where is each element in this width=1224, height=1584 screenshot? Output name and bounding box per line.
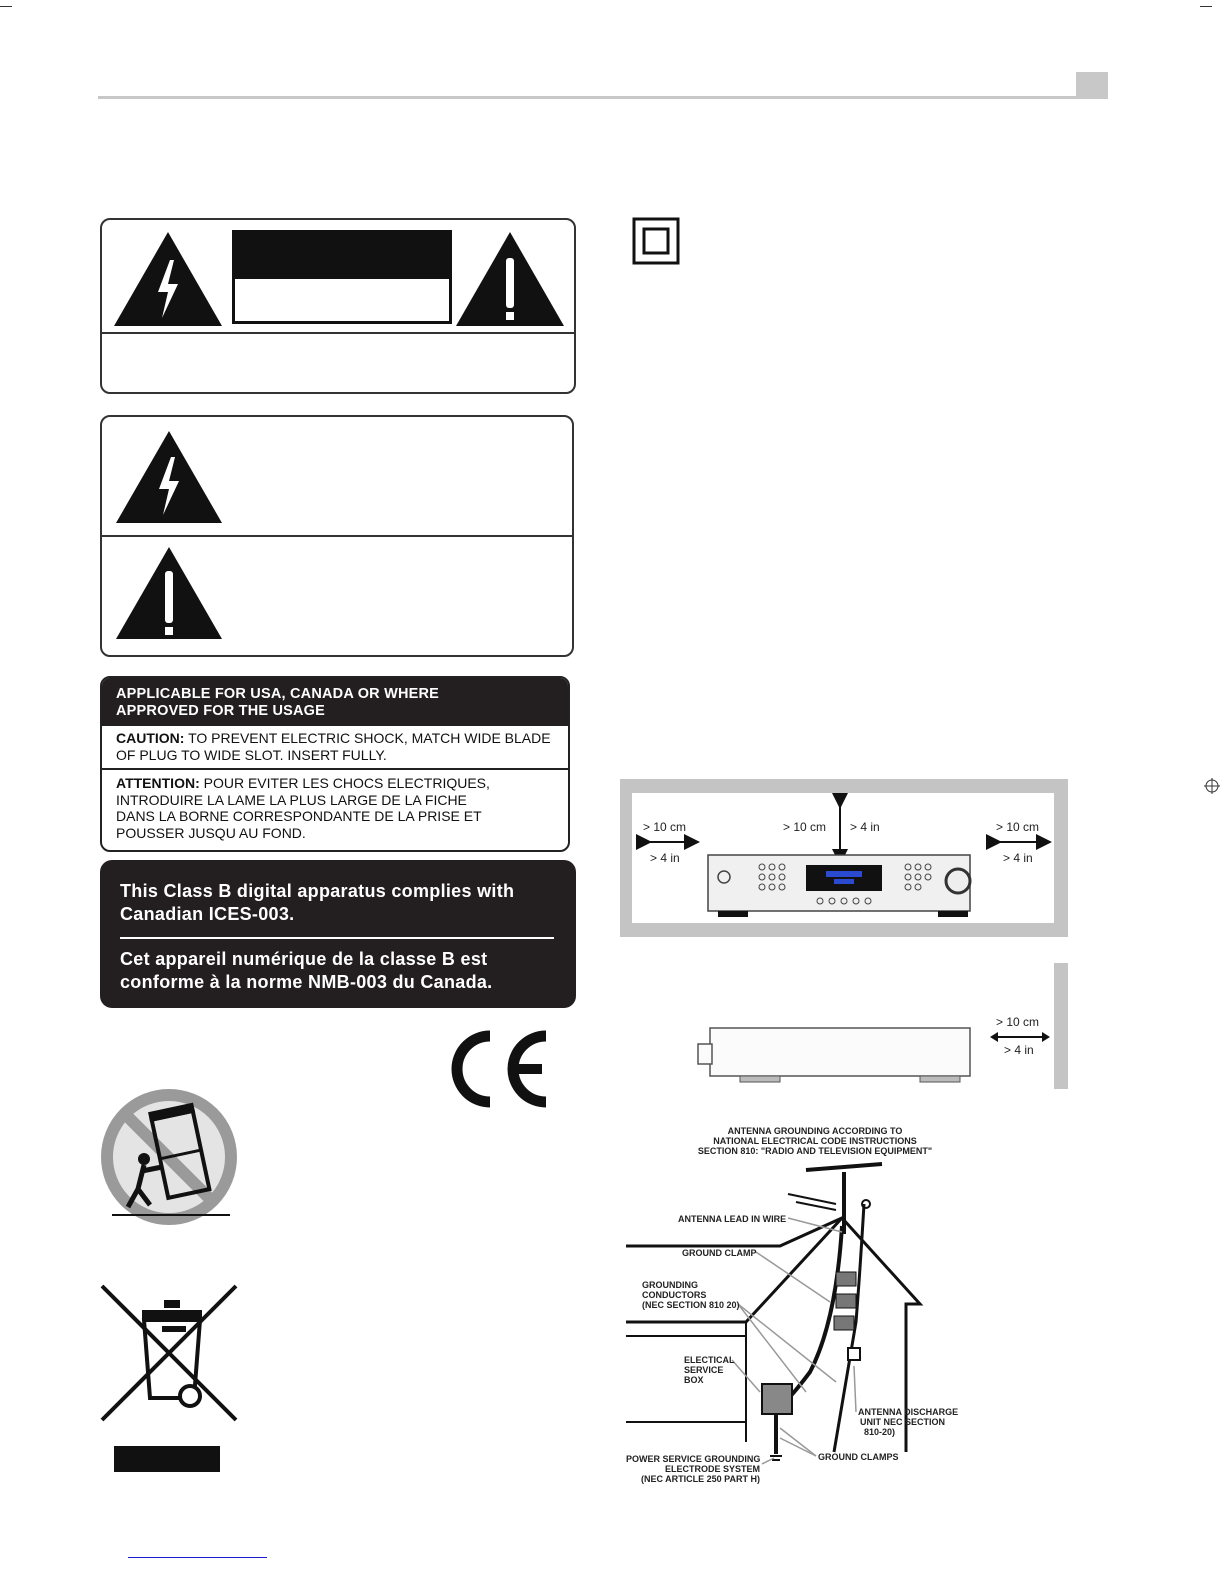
antenna-label: GROUND CLAMPS bbox=[818, 1452, 899, 1462]
antenna-label-line: SERVICE bbox=[684, 1365, 724, 1375]
attention-line: DANS LA BORNE CORRESPONDANTE DE LA PRISE ET bbox=[116, 808, 482, 824]
antenna-label-line: UNIT NEC SECTION bbox=[860, 1417, 946, 1427]
warning-label-box bbox=[100, 218, 576, 394]
attention-line: POUR EVITER LES CHOCS ELECTRIQUES, bbox=[199, 775, 490, 791]
antenna-label-line: 810-20) bbox=[864, 1427, 896, 1437]
clearance-label: > 10 cm bbox=[996, 820, 1040, 834]
ices-line: Canadian ICES-003. bbox=[120, 904, 295, 924]
caution-line: TO PREVENT ELECTRIC SHOCK, MATCH WIDE BLADE bbox=[184, 730, 551, 746]
lightning-warning-icon bbox=[114, 429, 224, 525]
clearance-label: > 4 in bbox=[650, 851, 680, 865]
antenna-title-line: ANTENNA GROUNDING ACCORDING TO bbox=[727, 1126, 903, 1136]
antenna-label: GROUND CLAMP bbox=[682, 1248, 757, 1258]
ices-english bbox=[120, 880, 514, 926]
attention-line: INTRODUIRE LA LAME LA PLUS LARGE DE LA FICHE bbox=[116, 791, 467, 808]
page-tab bbox=[1076, 72, 1108, 99]
side-clearance-bar bbox=[1054, 963, 1068, 1089]
antenna-label-line: (NEC SECTION 810 20) bbox=[642, 1300, 740, 1310]
registration-mark-icon bbox=[1204, 778, 1220, 794]
antenna-title-line: SECTION 810: "RADIO AND TELEVISION EQUIPMENT" bbox=[697, 1146, 933, 1156]
no-cart-tipping-icon bbox=[98, 1087, 240, 1229]
antenna-label-line: ANTENNA DISCHARGE bbox=[858, 1407, 959, 1417]
clearance-label: > 4 in bbox=[850, 820, 880, 834]
antenna-label-line: CONDUCTORS bbox=[642, 1290, 707, 1300]
double-insulation-icon bbox=[632, 217, 680, 265]
ices-line: This Class B digital apparatus complies with bbox=[120, 881, 515, 901]
front-clearance-diagram bbox=[620, 779, 1068, 937]
clearance-arrows bbox=[620, 779, 1068, 937]
antenna-label-line: POWER SERVICE GROUNDING bbox=[626, 1454, 761, 1464]
caution-line: OF PLUG TO WIDE SLOT. INSERT FULLY. bbox=[116, 746, 387, 763]
caution-text bbox=[116, 730, 560, 763]
antenna-label-line: GROUNDING bbox=[642, 1280, 698, 1290]
lightning-warning-icon bbox=[112, 230, 224, 328]
crop-mark bbox=[1200, 6, 1212, 7]
antenna-label-line: ELECTRODE SYSTEM bbox=[664, 1464, 760, 1474]
exclamation-warning-icon bbox=[454, 230, 566, 328]
antenna-label bbox=[684, 1355, 735, 1385]
footer-link-underline bbox=[128, 1557, 267, 1558]
divider bbox=[102, 768, 568, 770]
crop-mark bbox=[0, 6, 12, 7]
antenna-label bbox=[642, 1280, 740, 1310]
usa-heading bbox=[102, 678, 568, 726]
warning-label bbox=[232, 230, 452, 324]
ices-french bbox=[120, 948, 492, 994]
usa-heading-line: APPLICABLE FOR USA, CANADA OR WHERE bbox=[116, 686, 440, 702]
antenna-label bbox=[626, 1454, 760, 1484]
side-view-unit bbox=[696, 1024, 986, 1086]
attention-line: POUSSER JUSQU AU FOND. bbox=[116, 824, 306, 841]
exclamation-warning-icon bbox=[114, 545, 224, 641]
antenna-label-line: (NEC ARTICLE 250 PART H) bbox=[640, 1474, 760, 1484]
antenna-label-line: BOX bbox=[684, 1375, 704, 1385]
weee-bar bbox=[114, 1446, 220, 1472]
ices-compliance-box bbox=[100, 860, 576, 1008]
usa-caution-box bbox=[100, 676, 570, 852]
header-rule bbox=[98, 96, 1108, 99]
divider bbox=[120, 937, 554, 939]
ce-mark-icon bbox=[440, 1030, 552, 1108]
crossed-bin-icon bbox=[98, 1282, 240, 1424]
antenna-label bbox=[858, 1407, 958, 1437]
clearance-label: > 10 cm bbox=[643, 820, 687, 834]
antenna-label: ANTENNA LEAD IN WIRE bbox=[678, 1214, 787, 1224]
antenna-title-line: NATIONAL ELECTRICAL CODE INSTRUCTIONS bbox=[713, 1136, 917, 1146]
symbol-explanation-box bbox=[100, 415, 574, 657]
antenna-label-line: ELECTICAL bbox=[684, 1355, 735, 1365]
clearance-label: > 4 in bbox=[1004, 1043, 1034, 1057]
caution-label: CAUTION: bbox=[116, 730, 185, 746]
attention-label: ATTENTION: bbox=[116, 775, 200, 791]
side-clearance-arrow bbox=[990, 1030, 1050, 1044]
clearance-label: > 10 cm bbox=[783, 820, 827, 834]
clearance-label: > 4 in bbox=[1003, 851, 1033, 865]
clearance-label: > 10 cm bbox=[996, 1015, 1040, 1029]
ices-line: Cet appareil numérique de la classe B est bbox=[120, 949, 488, 969]
antenna-grounding-diagram bbox=[620, 1122, 980, 1482]
usa-heading-line: APPROVED FOR THE USAGE bbox=[116, 703, 326, 719]
attention-text bbox=[116, 775, 560, 841]
ices-line: conforme à la norme NMB-003 du Canada. bbox=[120, 972, 493, 992]
